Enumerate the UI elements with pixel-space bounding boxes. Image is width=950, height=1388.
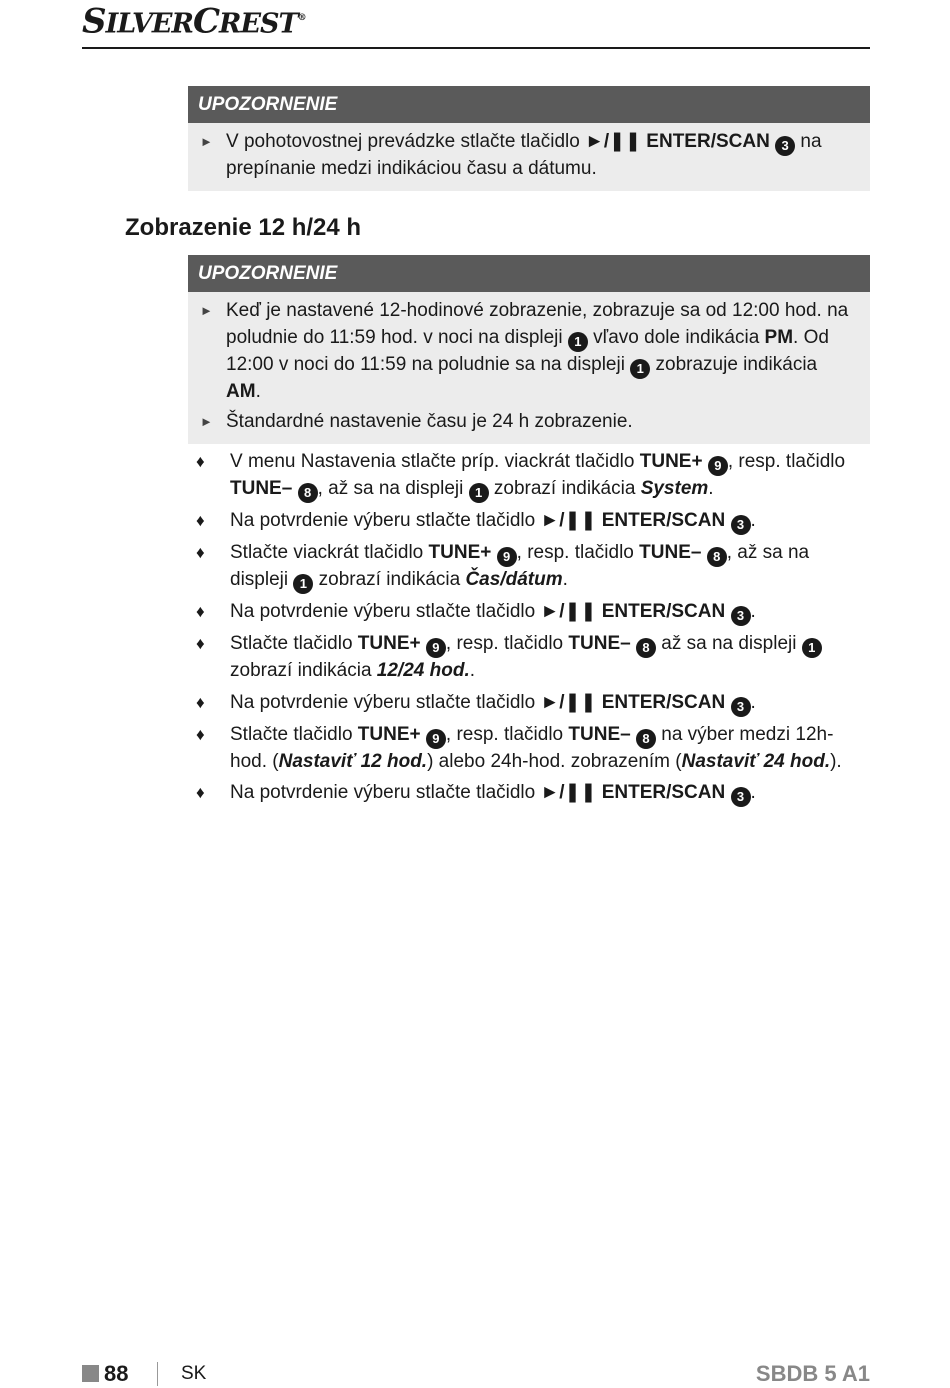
language-code: SK: [181, 1363, 207, 1384]
section-heading: Zobrazenie 12 h/24 h: [125, 214, 362, 241]
model-number: SBDB 5 A1: [755, 1361, 870, 1386]
list-item: ♦ Stlačte tlačidlo TUNE+ 9 , resp. tlačidlo TUNE– 8 na výber medzi 12h-hod. (Nastaviť 12 hod.) alebo 24h-hod. zobrazením (Nastaviť 24 hod.).: [196, 723, 842, 772]
diamond-bullet-icon: ♦: [196, 783, 205, 802]
number-3-icon: 3: [775, 136, 795, 156]
arrow-icon: ►: [200, 134, 213, 149]
notice-item: ► V pohotovostnej prevádzke stlačte tlačidlo ►/❚❚ ENTER/SCAN 3 na prepínanie medzi indikáciou času a dátumu.: [200, 131, 822, 179]
number-3-icon: 3: [731, 515, 751, 535]
arrow-icon: ►: [200, 303, 213, 318]
diamond-bullet-icon: ♦: [196, 634, 205, 653]
number-9-icon: 9: [708, 456, 728, 476]
number-3-icon: 3: [731, 697, 751, 717]
notice-item: ► Keď je nastavené 12-hodinové zobrazenie, zobrazuje sa od 12:00 hod. na poludnie do 11:59 hod. v noci na displeji 1 vľavo dole indikácia PM. Od 12:00 v noci do 11:59 na poludnie sa na displeji 1 zobrazuje indikácia AM.: [200, 300, 849, 402]
square-marker-icon: [82, 1365, 99, 1382]
silvercrest-logo: SILVERCREST®: [82, 1, 306, 42]
diamond-bullet-icon: ♦: [196, 511, 205, 530]
list-item: ♦ V menu Nastavenia stlačte príp. viackrát tlačidlo TUNE+ 9 , resp. tlačidlo TUNE– 8 , až sa na displeji 1 zobrazí indikácia System.: [188, 449, 870, 503]
notice-item: ► Štandardné nastavenie času je 24 h zobrazenie.: [198, 409, 852, 436]
diamond-bullet-icon: ♦: [196, 543, 205, 562]
number-3-icon: 3: [731, 606, 751, 626]
diamond-bullet-icon: ♦: [196, 724, 205, 744]
number-1-icon: 1: [469, 483, 489, 503]
number-1-icon: 1: [630, 359, 650, 379]
notice-box-2: [188, 255, 870, 444]
list-item: ♦ Na potvrdenie výberu stlačte tlačidlo ►/❚❚ ENTER/SCAN 3 .: [188, 780, 870, 807]
list-item: ♦ Na potvrdenie výberu stlačte tlačidlo ►/❚❚ ENTER/SCAN 3 .: [188, 508, 870, 535]
notice-title: UPOZORNENIE: [188, 86, 870, 123]
arrow-icon: ►: [200, 414, 213, 429]
diamond-bullet-icon: ♦: [196, 452, 205, 471]
diamond-bullet-icon: ♦: [196, 602, 205, 621]
list-item: ♦ Stlačte viackrát tlačidlo TUNE+ 9 , resp. tlačidlo TUNE– 8 , až sa na displeji 1 zobrazí indikácia Čas/dátum.: [188, 540, 870, 594]
page-number: 88: [104, 1361, 129, 1386]
header-rule: [82, 47, 870, 49]
number-8-icon: 8: [707, 547, 727, 567]
number-9-icon: 9: [426, 638, 446, 658]
list-item: ♦ Stlačte tlačidlo TUNE+ 9 , resp. tlačidlo TUNE– 8 až sa na displeji 1 zobrazí indikácia 12/24 hod..: [188, 631, 870, 685]
number-1-icon: 1: [293, 574, 313, 594]
number-8-icon: 8: [298, 483, 318, 503]
list-item: ♦ Na potvrdenie výberu stlačte tlačidlo ►/❚❚ ENTER/SCAN 3 .: [188, 599, 870, 626]
number-9-icon: 9: [497, 547, 517, 567]
footer-divider: [157, 1362, 158, 1386]
number-1-icon: 1: [568, 332, 588, 352]
notice-title: UPOZORNENIE: [188, 255, 870, 292]
list-item: ♦ Na potvrdenie výberu stlačte tlačidlo ►/❚❚ ENTER/SCAN 3 .: [188, 690, 870, 717]
page-header: [82, 0, 870, 50]
number-9-icon: 9: [426, 729, 446, 749]
number-3-icon: 3: [731, 787, 751, 807]
number-8-icon: 8: [636, 729, 656, 749]
number-8-icon: 8: [636, 638, 656, 658]
notice-box-1: [188, 86, 870, 191]
page-footer: [82, 1360, 870, 1388]
diamond-bullet-icon: ♦: [196, 692, 205, 712]
number-1-icon: 1: [802, 638, 822, 658]
instruction-list: [188, 449, 870, 812]
